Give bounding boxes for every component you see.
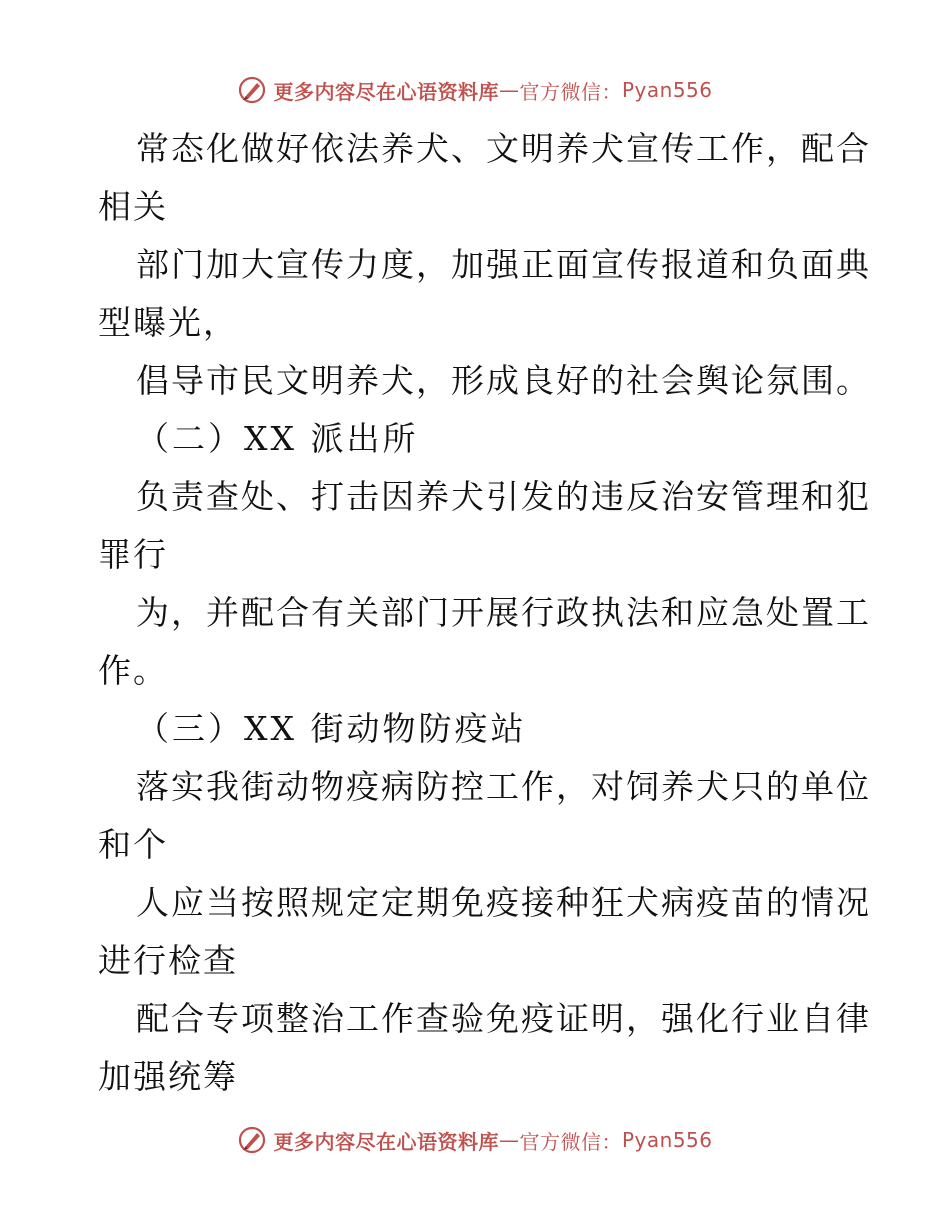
watermark-separator: — xyxy=(498,1128,520,1152)
watermark-brand-text: 更多内容尽在心语资料库 xyxy=(273,1129,499,1154)
paragraph-line: 倡导市民文明养犬，形成良好的社会舆论氛围。 xyxy=(136,361,871,400)
brand-logo-icon xyxy=(237,75,267,105)
paragraph-line: 加强统筹 xyxy=(98,1057,238,1096)
paragraph-line: 常态化做好依法养犬、文明养犬宣传工作，配合 xyxy=(136,129,871,168)
footer-watermark xyxy=(0,1122,950,1158)
header-watermark xyxy=(0,72,950,108)
paragraph-line: 罪行 xyxy=(98,535,168,574)
section-heading: （三）XX 街动物防疫站 xyxy=(136,709,527,748)
watermark-wechat-label: 官方微信： xyxy=(519,1129,622,1154)
watermark-wechat-id: Pyan556 xyxy=(621,78,713,102)
watermark-wechat-id: Pyan556 xyxy=(621,1128,713,1152)
document-body xyxy=(98,120,871,1106)
watermark-brand-text: 更多内容尽在心语资料库 xyxy=(273,79,499,104)
paragraph-line: 相关 xyxy=(98,187,168,226)
section-heading: （二）XX 派出所 xyxy=(136,419,419,458)
paragraph-line: 型曝光， xyxy=(98,303,238,342)
paragraph-line: 部门加大宣传力度，加强正面宣传报道和负面典 xyxy=(136,245,871,284)
brand-logo-icon xyxy=(237,1125,267,1155)
paragraph-line: 配合专项整治工作查验免疫证明，强化行业自律 xyxy=(136,999,871,1038)
paragraph-line: 落实我街动物疫病防控工作，对饲养犬只的单位 xyxy=(136,767,871,806)
paragraph-line: 负责查处、打击因养犬引发的违反治安管理和犯 xyxy=(136,477,871,516)
watermark-separator: — xyxy=(498,78,520,102)
watermark-wechat-label: 官方微信： xyxy=(519,79,622,104)
paragraph-line: 为，并配合有关部门开展行政执法和应急处置工 xyxy=(136,593,871,632)
paragraph-line: 人应当按照规定定期免疫接种狂犬病疫苗的情况 xyxy=(136,883,871,922)
paragraph-line: 作。 xyxy=(98,651,168,690)
paragraph-line: 进行检查 xyxy=(98,941,238,980)
paragraph-line: 和个 xyxy=(98,825,168,864)
